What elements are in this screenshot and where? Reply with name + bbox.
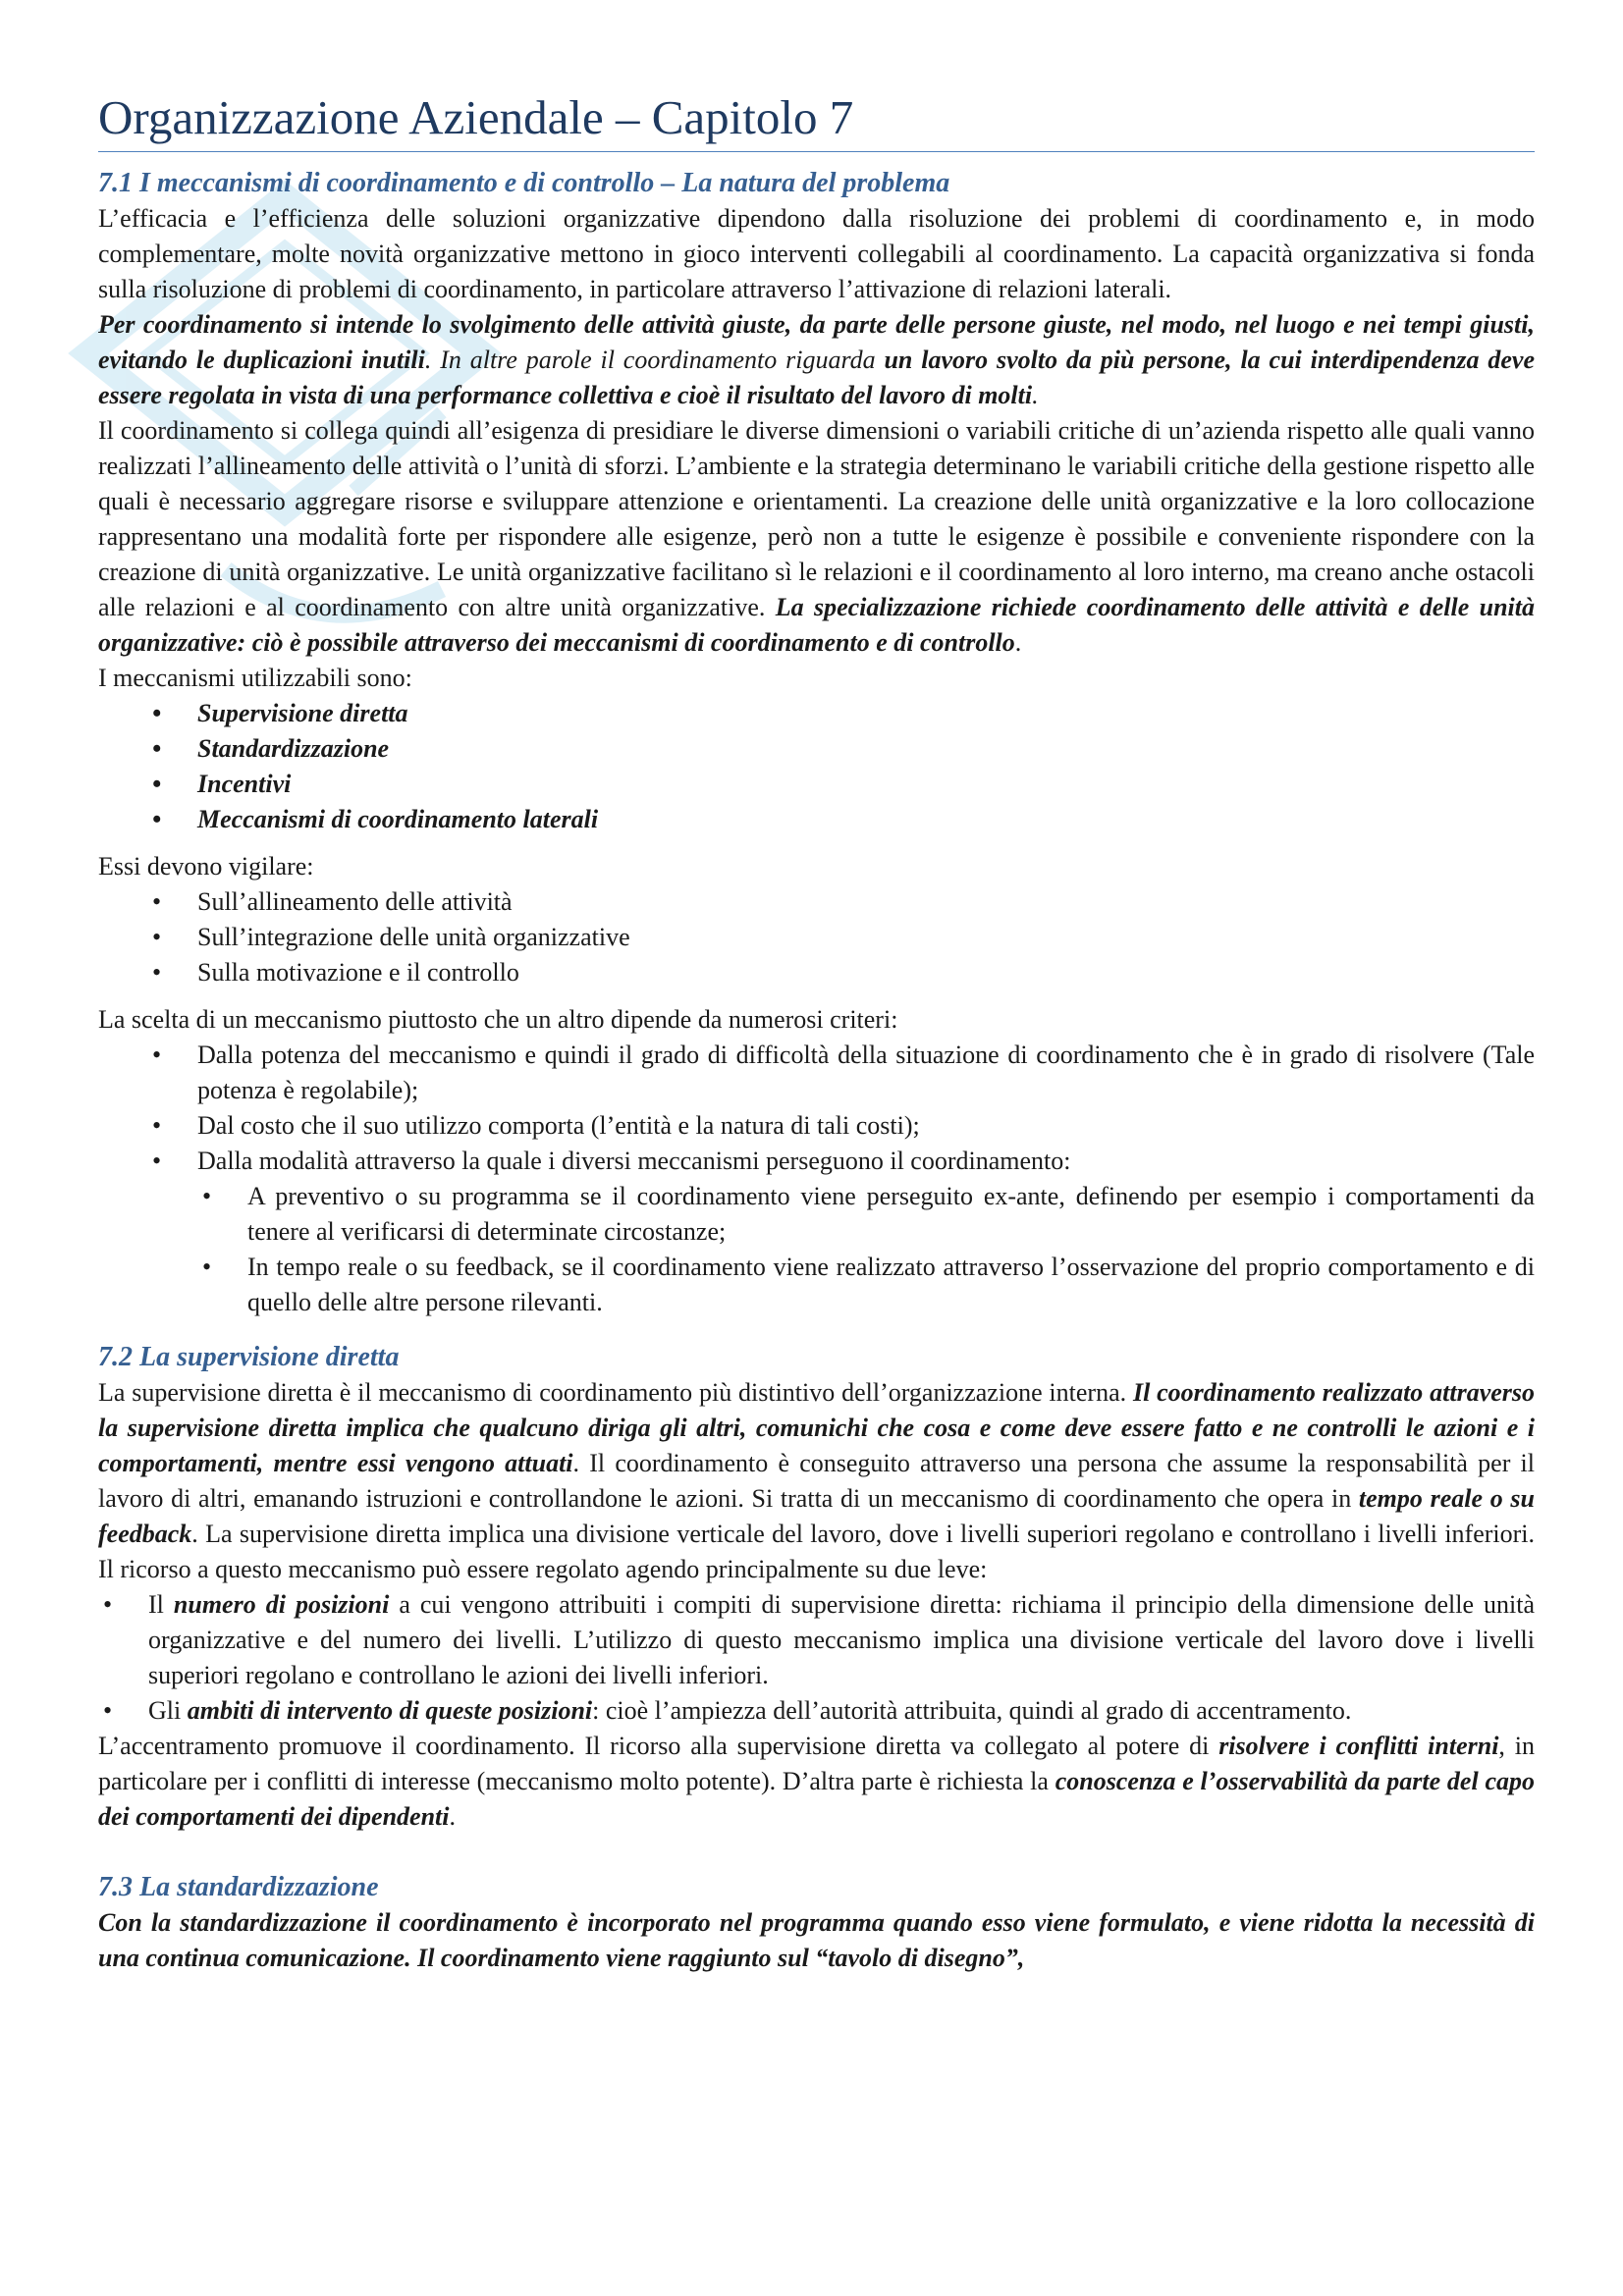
list-item: • Supervisione diretta: [98, 696, 1535, 731]
section-heading-7-3: 7.3 La standardizzazione: [98, 1872, 379, 1903]
list-item: • A preventivo o su programma se il coordinamento viene perseguito ex-ante, definendo per esempio i comportamenti da tenere al verificarsi di determinate circostanze;: [98, 1179, 1535, 1250]
paragraph: Essi devono vigilare:: [98, 852, 314, 881]
list-item: • Standardizzazione: [98, 731, 1535, 767]
paragraph: La supervisione diretta è il meccanismo di coordinamento più distintivo dell’organizzazione interna. Il coordinamento realizzato attraverso la supervisione diretta implica che qualcuno diriga gli altri, comunichi che cosa e come deve essere fatto e ne controlli le azioni e i comportamenti, mentre essi vengono attuati. Il coordinamento è conseguito attraverso una persona che assume la responsabilità per il lavoro di altri, emanando istruzioni e controllandone le azioni. Si tratta di un meccanismo di coordinamento che opera in tempo reale o su feedback. La supervisione diretta implica una divisione verticale del lavoro, dove i livelli superiori regolano e controllano i livelli inferiori. Il ricorso a questo meccanismo può essere regolato agendo principalmente su due leve:: [98, 1378, 1536, 1584]
list-item: • Dal costo che il suo utilizzo comporta (l’entità e la natura di tali costi);: [98, 1108, 1535, 1144]
paragraph: Per coordinamento si intende lo svolgimento delle attività giuste, da parte delle persone giuste, nel modo, nel luogo e nei tempi giusti, evitando le duplicazioni inutili. In altre parole il coordinamento riguarda un lavoro svolto da più persone, la cui interdipendenza deve essere regolata in vista di una performance collettiva e cioè il risultato del lavoro di molti.: [98, 310, 1535, 410]
list-item: • Dalla potenza del meccanismo e quindi il grado di difficoltà della situazione di coordinamento che è in grado di risolvere (Tale potenza è regolabile);: [98, 1038, 1535, 1108]
list-item: • Dalla modalità attraverso la quale i diversi meccanismi perseguono il coordinamento:: [98, 1144, 1535, 1179]
list-item: • In tempo reale o su feedback, se il coordinamento viene realizzato attraverso l’osservazione del proprio comportamento e di quello delle altre persone rilevanti.: [98, 1250, 1535, 1320]
vigil-list: [98, 884, 1535, 990]
list-item: • Meccanismi di coordinamento laterali: [98, 802, 1535, 837]
sub-criteria-list: [98, 1179, 1535, 1320]
criteria-list: [98, 1038, 1535, 1179]
paragraph: Il coordinamento si collega quindi all’esigenza di presidiare le diverse dimensioni o variabili critiche di un’azienda rispetto alle quali vanno realizzati l’allineamento delle attività o l’unità di sforzi. L’ambiente e la strategia determinano le variabili critiche della gestione rispetto alle quali è necessario aggregare risorse e sviluppare attenzione e orientamenti. La creazione delle unità organizzative e la loro collocazione rappresentano una modalità forte per rispondere alle esigenze, però non a tutte le esigenze è possibile e conveniente rispondere con la creazione di unità organizzative. Le unità organizzative facilitano sì le relazioni e il coordinamento al loro interno, ma creano anche ostacoli alle relazioni e al coordinamento con altre unità organizzative. La specializzazione richiede coordinamento delle attività e delle unità organizzative: ciò è possibile attraverso dei meccanismi di coordinamento e di controllo.: [98, 416, 1535, 658]
paragraph: I meccanismi utilizzabili sono:: [98, 664, 412, 693]
section-heading-7-2: 7.2 La supervisione diretta: [98, 1342, 400, 1373]
paragraph: La scelta di un meccanismo piuttosto che un altro dipende da numerosi criteri:: [98, 1005, 898, 1035]
list-item: • Sulla motivazione e il controllo: [98, 955, 1535, 990]
list-item: • Sull’integrazione delle unità organizzative: [98, 920, 1535, 955]
paragraph: L’accentramento promuove il coordinamento. Il ricorso alla supervisione diretta va collegato al potere di risolvere i conflitti interni, in particolare per i conflitti di interesse (meccanismo molto potente). D’altra parte è richiesta la conoscenza e l’osservabilità da parte del capo dei comportamenti dei dipendenti.: [98, 1732, 1535, 1832]
paragraph: Con la standardizzazione il coordinamento è incorporato nel programma quando esso viene formulato, e viene ridotta la necessità di una continua comunicazione. Il coordinamento viene raggiunto sul “tavolo di disegno”,: [98, 1908, 1535, 1973]
paragraph: L’efficacia e l’efficienza delle soluzioni organizzative dipendono dalla risoluzione dei problemi di coordinamento e, in modo complementare, molte novità organizzative mettono in gioco interventi collegabili al coordinamento. La capacità organizzativa si fonda sulla risoluzione di problemi di coordinamento, in particolare attraverso l’attivazione di relazioni laterali.: [98, 204, 1535, 304]
list-item: • Il numero di posizioni a cui vengono attribuiti i compiti di supervisione diretta: richiama il principio della dimensione delle unità organizzative e del numero dei livelli. L’utilizzo di questo meccanismo implica una divisione verticale del lavoro dove i livelli superiori regolano e controllano le azioni dei livelli inferiori.: [98, 1587, 1535, 1693]
list-item: • Gli ambiti di intervento di queste posizioni: cioè l’ampiezza dell’autorità attribuita, quindi al grado di accentramento.: [98, 1693, 1535, 1729]
list-item: • Incentivi: [98, 767, 1535, 802]
mechanisms-list: [98, 696, 1535, 837]
document-title: Organizzazione Aziendale – Capitolo 7: [98, 90, 1535, 152]
list-item: • Sull’allineamento delle attività: [98, 884, 1535, 920]
levers-list: [98, 1587, 1535, 1729]
section-heading-7-1: 7.1 I meccanismi di coordinamento e di controllo – La natura del problema: [98, 168, 950, 199]
